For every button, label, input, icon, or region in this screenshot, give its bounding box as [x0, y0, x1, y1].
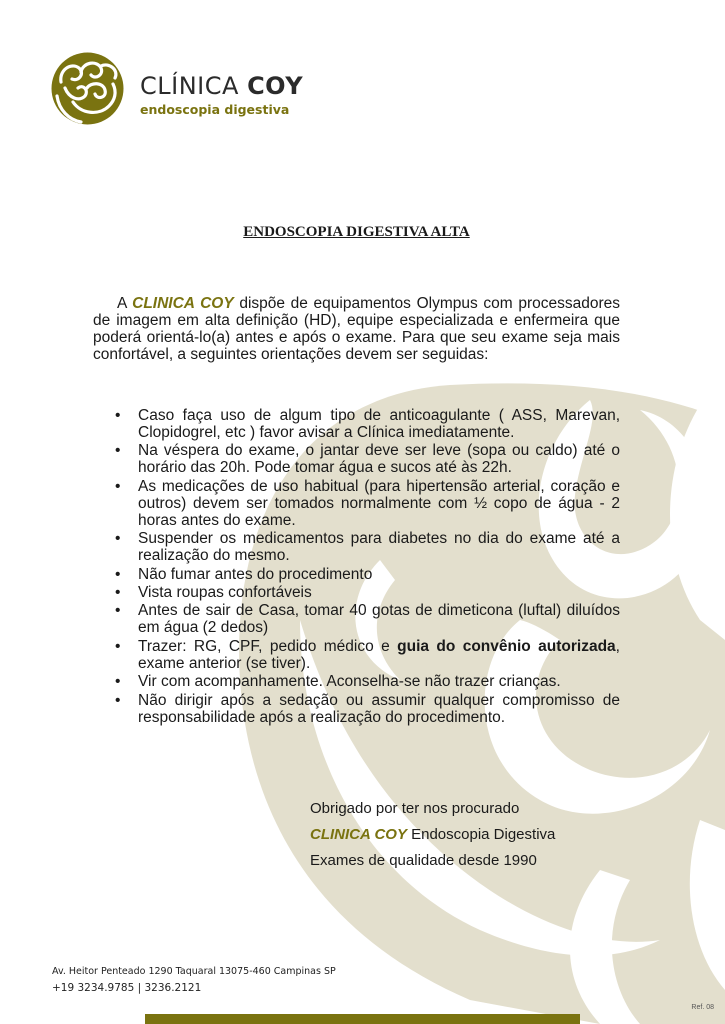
list-item [115, 407, 620, 441]
bullet-icon: • [115, 583, 121, 601]
list-item [115, 530, 620, 564]
intro-text: dispõe de equipamentos Olympus com processadores de imagem em alta definição (HD), equipe especializada e enfermeira que poderá orientá-lo(a) antes e após o exame. Para que seu exame seja mais confortável, a seguintes orientações devem ser seguidas: [93, 295, 620, 363]
closing-block [310, 796, 555, 874]
document-title: ENDOSCOPIA DIGESTIVA ALTA [243, 224, 470, 240]
list-item-bold: guia do convênio autorizada [397, 637, 616, 655]
bullet-icon: • [115, 407, 121, 424]
list-item [115, 638, 620, 672]
intro-brand: CLINICA COY [132, 295, 234, 312]
bullet-icon: • [115, 565, 121, 583]
list-item [115, 566, 620, 583]
instructions-list [115, 407, 620, 727]
list-item-text: , exame anterior (se tiver). [138, 637, 620, 672]
footer-phone: +19 3234.9785 | 3236.2121 [52, 982, 202, 994]
bullet-icon: • [115, 602, 121, 620]
list-item-text: Antes de sair de Casa, tomar 40 gotas de dimeticona (luftal) diluídos em água (2 dedos) [138, 602, 620, 637]
closing-tagline: Exames de qualidade desde 1990 [310, 852, 537, 869]
closing-thanks: Obrigado por ter nos procurado [310, 800, 520, 817]
clinic-subtitle: endoscopia digestiva [140, 102, 290, 117]
list-item-text: Na véspera do exame, o jantar deve ser leve (sopa ou caldo) até o horário das 20h. Pode tomar água e sucos até às 22h. [138, 442, 620, 477]
list-item-text: As medicações de uso habitual (para hipertensão arterial, coração e outros) devem ser tomados normalmente com ½ copo de água - 2 horas antes do exame. [138, 477, 620, 529]
closing-specialty: Endoscopia Digestiva [406, 826, 556, 843]
list-item-text: Não dirigir após a sedação ou assumir qualquer compromisso de responsabilidade após a realização do procedimento. [138, 691, 620, 726]
list-item-text: Suspender os medicamentos para diabetes no dia do exame até a realização do mesmo. [138, 530, 620, 565]
list-item [115, 692, 620, 726]
intro-paragraph [93, 295, 620, 363]
list-item-text: Vir com acompanhamente. Aconselha-se não trazer crianças. [138, 673, 561, 691]
swirl-logo-icon [51, 52, 124, 125]
footer-contact [52, 964, 336, 996]
list-item [115, 584, 620, 601]
bullet-icon: • [115, 691, 121, 709]
list-item-text: Não fumar antes do procedimento [138, 565, 373, 583]
footer-address: Av. Heitor Penteado 1290 Taquaral 13075-460 Campinas SP [52, 966, 336, 977]
list-item-text: Vista roupas confortáveis [138, 583, 312, 601]
closing-brand: CLINICA COY [310, 826, 407, 843]
bullet-icon: • [115, 637, 121, 655]
clinic-name [140, 72, 303, 100]
footer-bar [145, 1014, 580, 1024]
list-item-text: Caso faça uso de algum tipo de anticoagulante ( ASS, Marevan, Clopidogrel, etc ) favor avisar a Clínica imediatamente. [138, 407, 620, 441]
bullet-icon: • [115, 530, 121, 548]
list-item [115, 478, 620, 529]
list-item [115, 442, 620, 476]
reference-code: Ref. 08 [691, 1004, 714, 1011]
list-item [115, 602, 620, 636]
intro-lead: A [117, 295, 127, 312]
closing-signature [310, 822, 555, 848]
bullet-icon: • [115, 442, 121, 460]
clinic-name-light: CLÍNICA [140, 72, 239, 100]
bullet-icon: • [115, 477, 121, 495]
bullet-icon: • [115, 673, 121, 691]
clinic-name-bold: COY [247, 72, 304, 100]
list-item [115, 673, 620, 690]
list-item-text: Trazer: RG, CPF, pedido médico e [138, 637, 398, 655]
